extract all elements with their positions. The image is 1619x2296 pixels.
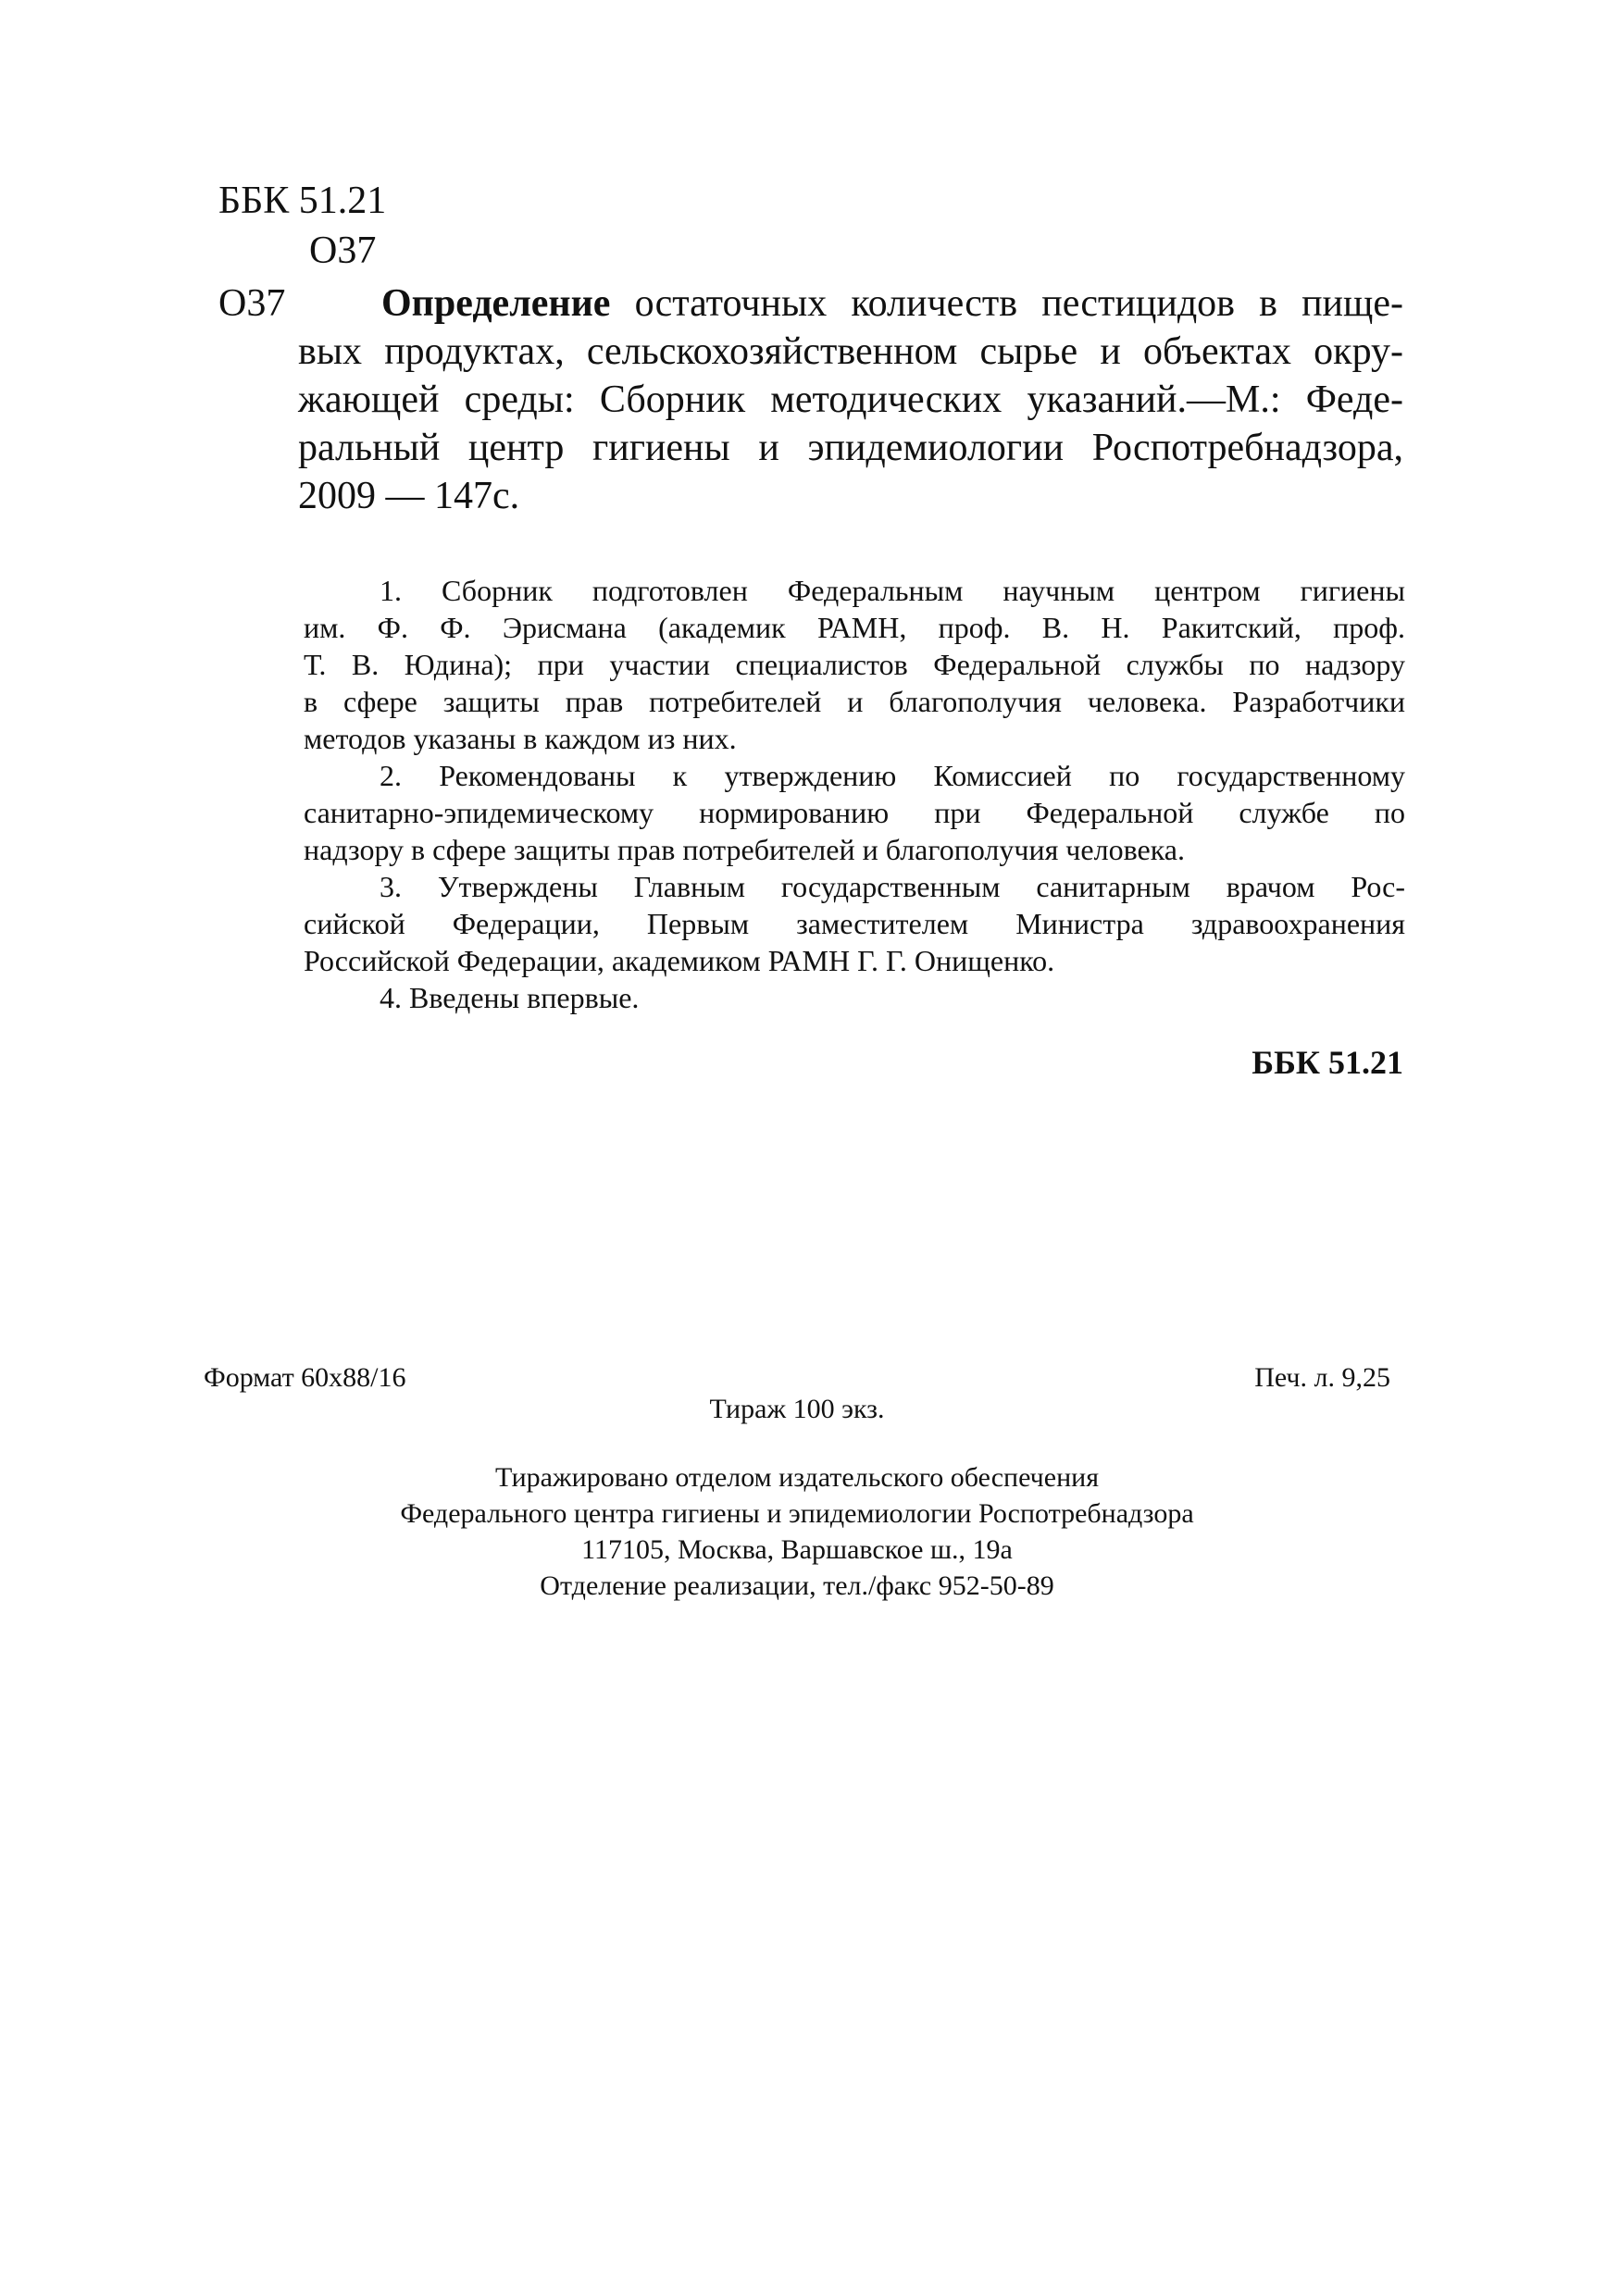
format-text: Формат 60х88/16 <box>204 1362 406 1393</box>
print-run-text: Тираж 100 экз. <box>709 1394 885 1424</box>
note-3-line-1: 3. Утверждены Главным государственным санитарным врачом Рос- <box>380 870 1405 903</box>
bbk-code-bottom: ББК 51.21 <box>1252 1044 1403 1081</box>
printed-sheets-text: Печ. л. 9,25 <box>1254 1362 1390 1393</box>
entry-line-1 <box>298 279 1403 328</box>
entry-line-1-rest: остаточных количеств пестицидов в пище- <box>610 282 1403 325</box>
entry-line-4: ральный центр гигиены и эпидемиологии Роспотребнадзора, <box>298 427 1403 469</box>
entry-line-2: вых продуктах, сельскохозяйственном сырье и объектах окру- <box>298 330 1403 373</box>
publisher-line-2: Федерального центра гигиены и эпидемиологии Роспотребнадзора <box>400 1498 1194 1529</box>
entry-author-mark: О37 <box>218 282 286 325</box>
note-3-line-2: сийской Федерации, Первым заместителем Министра здравоохранения <box>304 907 1405 940</box>
note-2-line-1: 2. Рекомендованы к утверждению Комиссией по государственному <box>380 759 1405 792</box>
note-1-line-5: методов указаны в каждом из них. <box>304 722 737 755</box>
note-4-line-1: 4. Введены впервые. <box>380 981 640 1014</box>
bbk-code: ББК 51.21 <box>218 180 387 222</box>
bbk-classification <box>218 176 386 276</box>
note-2-line-3: надзору в сфере защиты прав потребителей и благополучия человека. <box>304 833 1185 866</box>
entry-line-3: жающей среды: Сборник методических указаний.—М.: Феде- <box>298 379 1403 421</box>
entry-description <box>298 279 1403 520</box>
entry-line-5: 2009 — 147с. <box>298 475 520 517</box>
note-1-line-4: в сфере защиты прав потребителей и благополучия человека. Разработчики <box>304 685 1405 718</box>
entry-title-bold: Определение <box>381 282 611 325</box>
author-mark: О37 <box>309 230 377 272</box>
publisher-line-1: Тиражировано отделом издательского обеспечения <box>494 1462 1099 1493</box>
note-1-line-3: Т. В. Юдина); при участии специалистов Федеральной службы по надзору <box>304 648 1405 681</box>
note-2-line-2: санитарно-эпидемическому нормированию при Федеральной службе по <box>304 796 1405 829</box>
note-1-line-1: 1. Сборник подготовлен Федеральным научным центром гигиены <box>380 574 1405 607</box>
note-1-line-2: им. Ф. Ф. Эрисмана (академик РАМН, проф. В. Н. Ракитский, проф. <box>304 611 1405 644</box>
publisher-info <box>204 1459 1390 1604</box>
note-3-line-3: Российской Федерации, академиком РАМН Г. Г. Онищенко. <box>304 944 1055 977</box>
notes-section <box>304 572 1405 1016</box>
publisher-contact: Отделение реализации, тел./факс 952-50-89 <box>540 1570 1054 1601</box>
publisher-address: 117105, Москва, Варшавское ш., 19а <box>581 1534 1013 1565</box>
